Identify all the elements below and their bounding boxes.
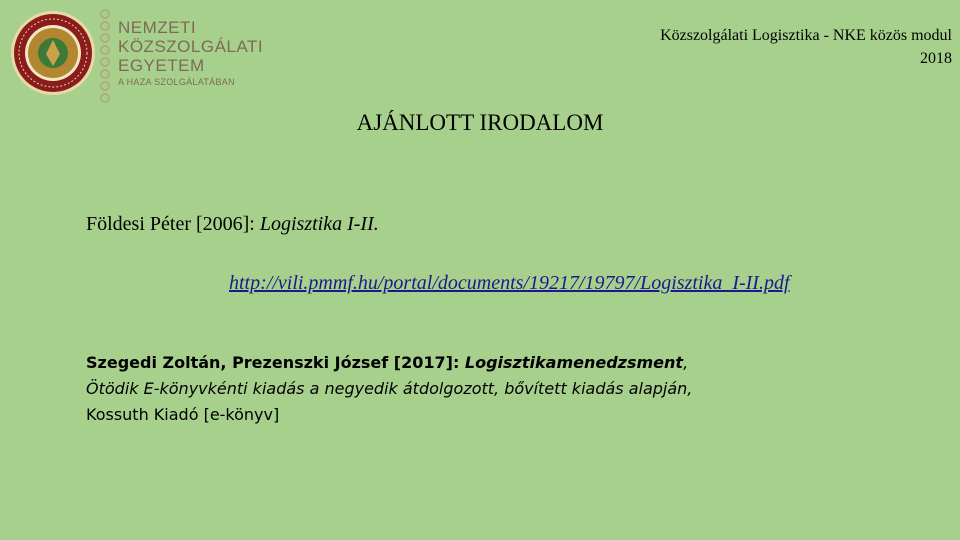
logo-line-2: KÖZSZOLGÁLATI [118,37,264,56]
reference-2-edition: Ötödik E-könyvkénti kiadás a negyedik átdolgozott, bővített kiadás alapján, [86,379,693,398]
reference-1-work: Logisztika I-II. [259,213,379,235]
reference-2-author: Szegedi Zoltán, Prezenszki József [2017]: [86,353,465,372]
university-seal-icon [10,10,96,96]
ornament-icon [98,8,112,104]
reference-2-work: Logisztikamenedzsment [464,353,684,372]
slide-title: AJÁNLOTT IRODALOM [356,110,604,135]
reference-1-author: Földesi Péter [2006]: [86,213,260,235]
university-logo-text [118,18,263,89]
logo-motto: A HAZA SZOLGÁLATÁBAN [118,77,235,87]
reference-2-publisher: Kossuth Kiadó [e-könyv] [86,405,280,424]
logo-line-1: NEMZETI [118,18,197,37]
course-year: 2018 [920,50,952,67]
course-title: Közszolgálati Logisztika - NKE közös modul [660,27,952,44]
reference-1-link[interactable]: http://vili.pmmf.hu/portal/documents/19217/19797/Logisztika_I-II.pdf [229,272,790,294]
logo-line-3: EGYETEM [118,56,205,75]
slide-header [660,24,952,70]
reference-1 [86,213,379,236]
reference-2-comma: , [683,353,689,372]
reference-2 [86,350,692,428]
